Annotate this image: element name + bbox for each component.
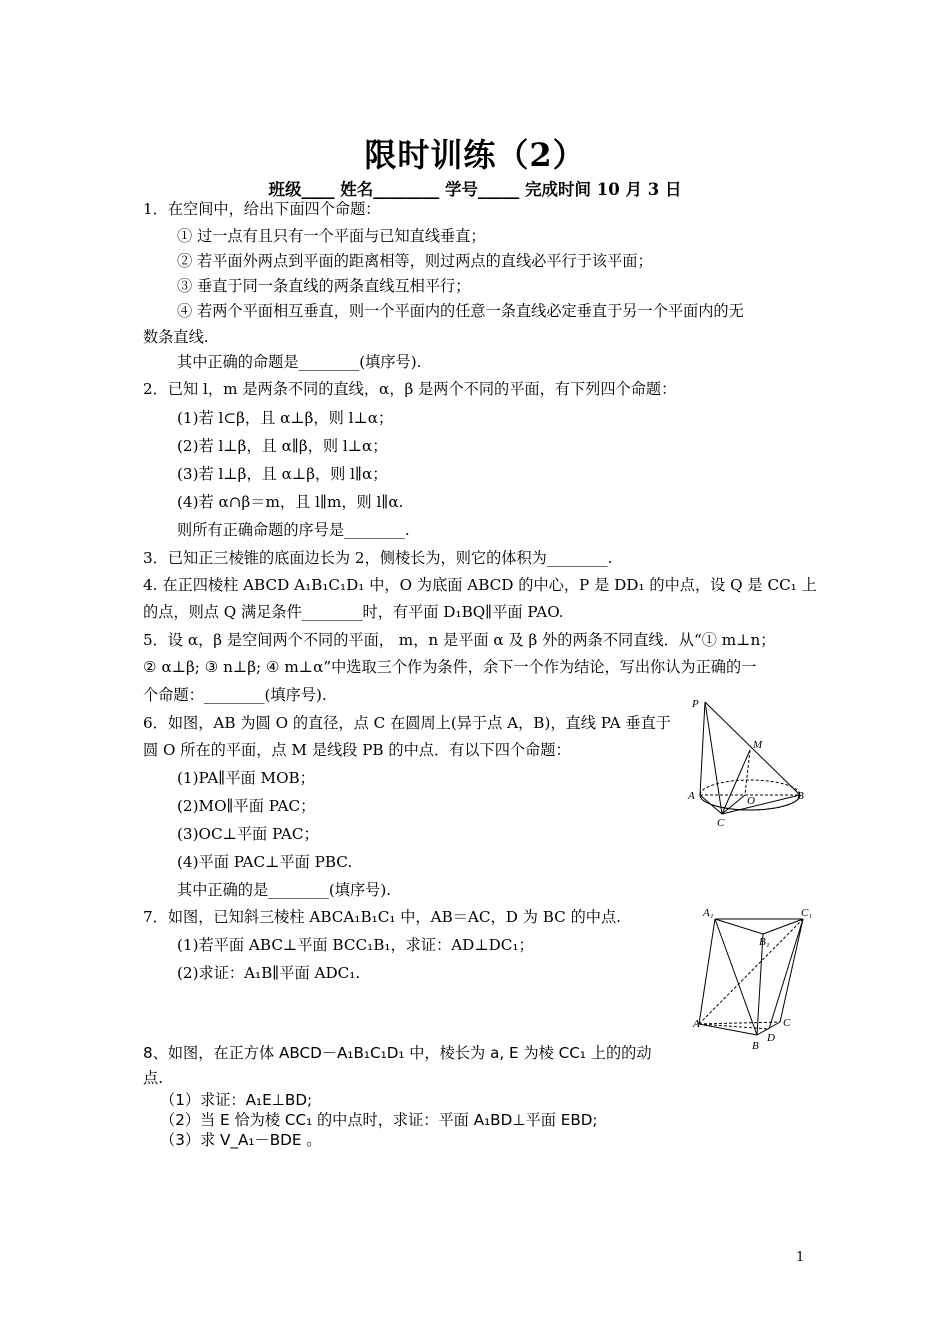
q8-part-3: （3）求 V_A₁－BDE 。 <box>160 1131 322 1149</box>
q8-part-2: （2）当 E 恰为棱 CC₁ 的中点时，求证：平面 A₁BD⊥平面 EBD; <box>160 1111 598 1129</box>
page-title: 限时训练（2） <box>364 136 586 174</box>
q8-part-1: （1）求证：A₁E⊥BD; <box>160 1091 313 1109</box>
q2-item-3: (3)若 l⊥β，且 α⊥β，则 l∥α； <box>177 465 388 483</box>
q2-item-1: (1)若 l⊂β，且 α⊥β，则 l⊥α； <box>177 409 394 427</box>
q6-answer: 其中正确的是________(填序号). <box>177 881 392 899</box>
q6-stem-cont: 圆 O 所在的平面，点 M 是线段 PB 的中点．有以下四个命题： <box>143 741 571 759</box>
student-info-line: 班级____ 姓名________ 学号_____ 完成时间 10 月 3 日 <box>268 180 682 199</box>
q2-item-4: (4)若 α∩β＝m，且 l∥m，则 l∥α. <box>177 493 404 511</box>
label-b1: B₁ <box>759 936 770 948</box>
q6-stem: 6．如图，AB 为圆 O 的直径，点 C 在圆周上(异于点 A，B)，直线 PA 垂直于 <box>143 714 671 732</box>
q8-stem: 8、如图，在正方体 ABCD－A₁B₁C₁D₁ 中，棱长为 a, E 为棱 CC₁ 上的的动 <box>143 1044 652 1062</box>
label-c: C <box>717 817 725 829</box>
q6-item-2: (2)MO∥平面 PAC； <box>177 797 316 815</box>
label-a: A <box>693 1018 700 1030</box>
label-c1: C₁ <box>801 907 813 919</box>
q5-stem: 5．设 α，β 是空间两个不同的平面， m，n 是平面 α 及 β 外的两条不同直线．从“① m⊥n； <box>143 631 776 649</box>
label-c: C <box>783 1017 791 1029</box>
label-b: B <box>752 1040 759 1052</box>
q7-part-1: (1)若平面 ABC⊥平面 BCC₁B₁，求证：AD⊥DC₁； <box>177 936 534 954</box>
q1-statement-4: ④ 若两个平面相互垂直，则一个平面内的任意一条直线必定垂直于另一个平面内的无 <box>177 302 744 320</box>
q1-statement-3: ③ 垂直于同一条直线的两条直线互相平行； <box>177 277 471 295</box>
q2-stem: 2．已知 l，m 是两条不同的直线，α，β 是两个不同的平面，有下列四个命题： <box>143 380 677 398</box>
label-p: P <box>692 698 699 710</box>
label-o: O <box>747 795 755 807</box>
q1-answer: 其中正确的命题是________(填序号). <box>177 353 422 371</box>
q5-stem-cont: ② α⊥β; ③ n⊥β; ④ m⊥α”中选取三个作为条件，余下一个作为结论，写出你认为正确的一 <box>143 658 757 676</box>
q5-answer: 个命题：________(填序号). <box>143 686 327 704</box>
q3-stem: 3．已知正三棱锥的底面边长为 2，侧棱长为，则它的体积为________. <box>143 549 613 567</box>
q1-stem: 1．在空间中，给出下面四个命题： <box>143 200 381 218</box>
q7-stem: 7．如图，已知斜三棱柱 ABCA₁B₁C₁ 中，AB＝AC，D 为 BC 的中点. <box>143 908 622 926</box>
q6-item-1: (1)PA∥平面 MOB； <box>177 769 315 787</box>
q1-statement-1: ① 过一点有且只有一个平面与已知直线垂直； <box>177 227 486 245</box>
q8-stem-cont: 点. <box>143 1069 164 1087</box>
label-d: D <box>767 1032 775 1044</box>
q2-answer: 则所有正确命题的序号是________. <box>177 521 410 539</box>
q7-part-2: (2)求证：A₁B∥平面 ADC₁. <box>177 964 361 982</box>
label-b: B <box>797 790 804 802</box>
q4-stem: 4. 在正四棱柱 ABCD A₁B₁C₁D₁ 中，O 为底面 ABCD 的中心，P 是 DD₁ 的中点，设 Q 是 CC₁ 上 <box>143 576 817 594</box>
q6-cone-figure <box>685 695 815 830</box>
q2-item-2: (2)若 l⊥β，且 α∥β，则 l⊥α； <box>177 437 388 455</box>
q6-item-3: (3)OC⊥平面 PAC； <box>177 825 319 843</box>
label-m: M <box>753 739 763 751</box>
q7-prism-figure <box>695 902 820 1054</box>
q6-item-4: (4)平面 PAC⊥平面 PBC. <box>177 853 353 871</box>
page-number: 1 <box>796 1250 805 1265</box>
q1-statement-2: ② 若平面外两点到平面的距离相等，则过两点的直线必平行于该平面； <box>177 252 653 270</box>
label-a: A <box>688 790 695 802</box>
q4-stem-cont: 的点，则点 Q 满足条件________时，有平面 D₁BQ∥平面 PAO. <box>143 603 564 621</box>
label-a1: A₁ <box>703 907 714 919</box>
q1-statement-4-cont: 数条直线. <box>143 328 209 346</box>
